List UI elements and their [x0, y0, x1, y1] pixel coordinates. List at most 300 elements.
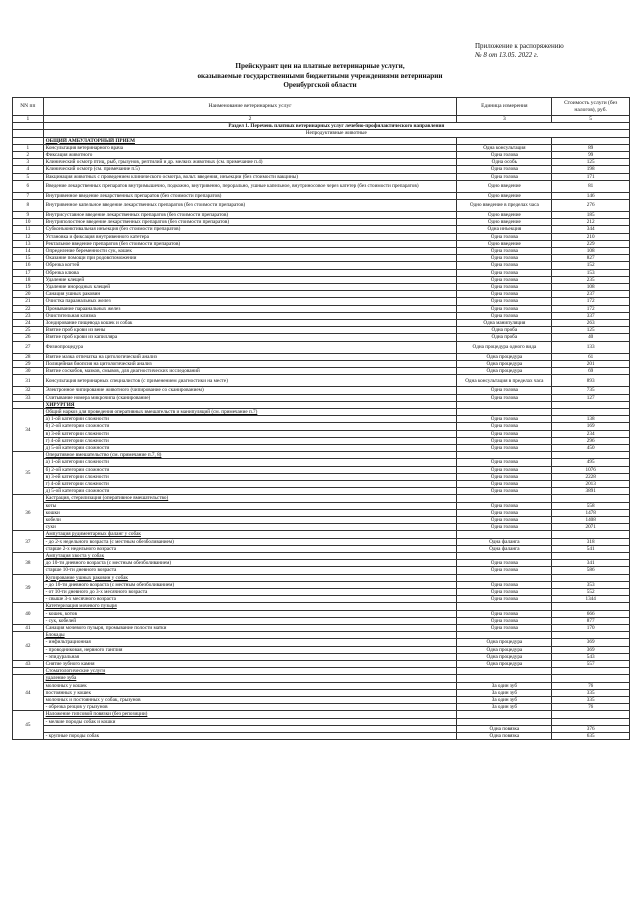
table-cell: Одна голова	[457, 625, 552, 632]
table-cell: Купирование ушных раковин у собак	[43, 574, 457, 581]
table-cell: Консультация ветеринарного врача	[43, 144, 457, 151]
table-cell: Консультация ветеринарных специалистов (с применением диагностики на месте)	[43, 375, 457, 387]
table-cell: 198	[552, 166, 630, 173]
title-line-2: оказываемые государственными бюджетными учреждениями ветеринарии	[197, 71, 443, 80]
table-cell: Внутривенное введение лекарственных препаратов (без стоимости препаратов)	[43, 192, 457, 199]
table-cell: Одна голова	[457, 312, 552, 319]
table-cell: Одна консультация в пределах часа	[457, 375, 552, 387]
table-cell: 125	[552, 159, 630, 166]
table-cell: Одна голова	[457, 298, 552, 305]
table-row	[13, 240, 630, 247]
table-cell	[552, 137, 630, 144]
table-cell: до 10-ти дневного возраста (с местным обезболиванием)	[43, 560, 457, 567]
table-cell: Одна голова	[457, 305, 552, 312]
table-cell: Полицейная биопсия на цитологический анализ	[43, 360, 457, 367]
table-row	[13, 320, 630, 327]
table-cell	[457, 495, 552, 502]
table-cell: Считывание номера микрочипа (сканирование)	[43, 394, 457, 401]
table-cell: 1	[13, 144, 44, 151]
table-cell: - кошек, котов	[43, 610, 457, 617]
table-cell: Одна фаланга	[457, 538, 552, 545]
table-row	[13, 248, 630, 255]
table-cell: Взятие проб крови из вены	[43, 327, 457, 334]
table-cell: Взятие соскобов, мазков, смывов, для диагностических исследований	[43, 368, 457, 375]
table-cell: Непродуктивные животные	[43, 130, 629, 137]
table-cell	[552, 632, 630, 639]
table-row	[13, 689, 630, 696]
table-cell: Ампутация рудиментарных фаланг у собак	[43, 531, 457, 538]
table-cell: 169	[552, 423, 630, 430]
table-cell: Одна голова	[457, 610, 552, 617]
table-cell: Одно введение	[457, 240, 552, 247]
table-cell: 172	[552, 305, 630, 312]
table-cell	[552, 718, 630, 725]
table-cell: Одна голова	[457, 459, 552, 466]
table-row	[13, 152, 630, 159]
table-cell: Субконъюнктивальная инъекция (без стоимости препаратов)	[43, 226, 457, 233]
appendix-note	[475, 42, 635, 60]
table-cell: 12	[13, 233, 44, 240]
table-cell: Промывание параанальных желез	[43, 305, 457, 312]
table-cell: Обрезка когтей	[43, 262, 457, 269]
table-cell: Удаление клещей	[43, 276, 457, 283]
table-row	[13, 416, 630, 423]
table-cell: 276	[552, 200, 630, 212]
table-cell	[457, 603, 552, 610]
table-cell: Одна голова	[457, 233, 552, 240]
table-row	[13, 452, 630, 459]
table-cell: 229	[552, 240, 630, 247]
table-cell: 210	[552, 233, 630, 240]
table-cell: Одно введение	[457, 212, 552, 219]
table-row	[13, 545, 630, 552]
table-row	[13, 718, 630, 725]
table-cell: Одна фаланга	[457, 545, 552, 552]
table-cell: 17	[13, 269, 44, 276]
table-cell	[552, 531, 630, 538]
table-cell: Взятие мазка отпечатка на цитологический анализ	[43, 353, 457, 360]
table-cell: Одна голова	[457, 262, 552, 269]
table-cell	[552, 552, 630, 559]
table-cell: а) 1-ой категории сложности	[43, 459, 457, 466]
table-row	[13, 312, 630, 319]
table-cell: Одна голова	[457, 473, 552, 480]
table-cell: - крупные породы собак	[43, 733, 457, 740]
table-cell: Одна голова	[457, 394, 552, 401]
table-cell: 7	[13, 192, 44, 199]
price-table	[12, 97, 630, 740]
table-cell: Одна голова	[457, 437, 552, 444]
table-cell: Одна манипуляция	[457, 320, 552, 327]
table-cell: Одна голова	[457, 255, 552, 262]
table-cell	[552, 711, 630, 718]
table-cell: 6	[13, 180, 44, 192]
table-cell: 18	[13, 276, 44, 283]
table-cell: 26	[13, 334, 44, 341]
table-row	[13, 368, 630, 375]
table-cell: 153	[552, 269, 630, 276]
table-row	[13, 639, 630, 646]
table-row	[13, 596, 630, 603]
table-cell: 3891	[552, 488, 630, 495]
header-name: Наименование ветеринарных услуг	[43, 98, 457, 116]
table-cell: Ректальное введение препаратов (без стоимости препаратов)	[43, 240, 457, 247]
table-cell	[552, 668, 630, 675]
table-cell: 376	[552, 725, 630, 732]
table-cell: Одна голова	[457, 248, 552, 255]
header-price-index: 5	[552, 116, 630, 123]
table-cell: 2	[13, 152, 44, 159]
table-cell: 2228	[552, 473, 630, 480]
table-cell: Одна голова	[457, 488, 552, 495]
table-row	[13, 262, 630, 269]
table-cell: 146	[552, 192, 630, 199]
table-cell: 212	[552, 219, 630, 226]
table-cell: 5	[13, 173, 44, 180]
table-row	[13, 200, 630, 212]
table-row	[13, 733, 630, 740]
table-row	[13, 212, 630, 219]
table-cell: ОБЩИЙ АМБУЛАТОРНЫЙ ПРИЕМ	[43, 137, 457, 144]
table-cell: Одна голова	[457, 416, 552, 423]
table-cell: 10	[13, 219, 44, 226]
table-cell: Одна процедура	[457, 639, 552, 646]
table-row	[13, 394, 630, 401]
table-cell: Одна процедура	[457, 360, 552, 367]
table-cell: г) 4-ой категории сложности	[43, 437, 457, 444]
table-cell: Одна голова	[457, 173, 552, 180]
table-cell: Одна голова	[457, 387, 552, 394]
table-cell	[552, 603, 630, 610]
table-cell: 344	[552, 226, 630, 233]
table-cell: За один зуб	[457, 689, 552, 696]
title-line-3: Оренбургской области	[283, 81, 357, 89]
table-cell: Внутриполостное введение лекарственных препаратов (без стоимости препаратов)	[43, 219, 457, 226]
table-cell: 635	[552, 733, 630, 740]
document-title	[140, 62, 500, 91]
table-row	[13, 226, 630, 233]
table-row	[13, 697, 630, 704]
table-row	[13, 725, 630, 732]
table-cell: 237	[552, 291, 630, 298]
table-row	[13, 298, 630, 305]
table-cell: 35	[13, 452, 44, 495]
table-cell: Очистка параанальных желез	[43, 298, 457, 305]
table-cell: Одна голова	[457, 596, 552, 603]
table-row	[13, 603, 630, 610]
table-row	[13, 466, 630, 473]
table-cell	[552, 408, 630, 415]
table-cell: 29	[13, 360, 44, 367]
table-cell: 1344	[552, 596, 630, 603]
table-row	[13, 123, 630, 130]
table-cell: Клинический осмотр (см. примечание п.5)	[43, 166, 457, 173]
table-cell: 14	[13, 248, 44, 255]
table-cell: 543	[552, 653, 630, 660]
table-row	[13, 588, 630, 595]
table-cell: Одна особь	[457, 159, 552, 166]
table-row	[13, 233, 630, 240]
table-cell: 558	[552, 502, 630, 509]
table-cell: 23	[13, 312, 44, 319]
table-row	[13, 437, 630, 444]
table-cell: 552	[552, 588, 630, 595]
table-cell: постоянных у кошек	[43, 689, 457, 696]
table-row	[13, 646, 630, 653]
table-cell: 1408	[552, 516, 630, 523]
table-cell	[13, 668, 44, 675]
table-row	[13, 704, 630, 711]
table-cell: Одна процедура одного вида	[457, 341, 552, 353]
table-row	[13, 430, 630, 437]
table-cell: Определение беременности сук, кошек	[43, 248, 457, 255]
table-cell: 450	[552, 444, 630, 451]
table-cell: 19	[13, 284, 44, 291]
table-row	[13, 473, 630, 480]
table-cell: Санация ушных раковин	[43, 291, 457, 298]
table-cell: Внутрисуставное введение лекарственных препаратов (без стоимости препаратов)	[43, 212, 457, 219]
table-cell: Зондирование пищевода кошек и собак	[43, 320, 457, 327]
table-cell: - до 10-ти дневного возраста (с местным обезболиванием)	[43, 581, 457, 588]
table-cell: Одна голова	[457, 291, 552, 298]
table-cell: б) 2-ой категории сложности	[43, 466, 457, 473]
table-cell: 296	[552, 437, 630, 444]
table-cell: ХИРУРГИЯ	[43, 401, 457, 408]
table-cell: 318	[552, 538, 630, 545]
table-cell: Одна процедура	[457, 661, 552, 668]
table-cell: 337	[552, 312, 630, 319]
table-cell: Электронное чипирование животного (чипирование со сканированием)	[43, 387, 457, 394]
table-cell	[13, 123, 44, 130]
table-cell: 172	[552, 298, 630, 305]
table-cell: г) 4-ой категории сложности	[43, 480, 457, 487]
table-cell: 28	[13, 353, 44, 360]
table-cell: 335	[552, 689, 630, 696]
table-cell: 61	[552, 353, 630, 360]
table-cell: Одна процедура	[457, 353, 552, 360]
table-row	[13, 284, 630, 291]
table-row	[13, 255, 630, 262]
table-cell: молочных у кошек	[43, 682, 457, 689]
table-cell: Раздел 1. Перечень платных ветеринарных услуг лечебно-профилактического направления	[43, 123, 629, 130]
table-cell: кошки	[43, 509, 457, 516]
table-cell: д) 5-ой категории сложности	[43, 488, 457, 495]
table-cell: 45	[13, 711, 44, 740]
table-cell: - до 2-х недельного возраста (с местным обезболиванием)	[43, 538, 457, 545]
table-cell: 44	[13, 675, 44, 711]
table-cell: 8	[13, 200, 44, 212]
table-cell: б) 2-ой категории сложности	[43, 423, 457, 430]
table-row	[13, 480, 630, 487]
table-row	[13, 516, 630, 523]
table-cell: 24	[13, 320, 44, 327]
table-cell: Одна повязка	[457, 733, 552, 740]
table-cell: суки	[43, 524, 457, 531]
table-cell: 541	[552, 545, 630, 552]
table-cell: Фиксация животного	[43, 152, 457, 159]
table-cell: 125	[552, 327, 630, 334]
table-cell: 235	[552, 276, 630, 283]
table-cell	[552, 452, 630, 459]
table-cell: молочных и постоянных у собак, грызунов	[43, 697, 457, 704]
table-cell: 138	[552, 416, 630, 423]
table-cell: Физиопроцедура	[43, 341, 457, 353]
table-cell: За один зуб	[457, 697, 552, 704]
table-cell: Одна голова	[457, 166, 552, 173]
table-row	[13, 524, 630, 531]
table-cell: 21	[13, 298, 44, 305]
table-row	[13, 653, 630, 660]
table-row	[13, 130, 630, 137]
appendix-line-1: Приложение к распоряжению	[475, 42, 564, 50]
table-row	[13, 401, 630, 408]
table-cell: 171	[552, 173, 630, 180]
table-cell: 27	[13, 341, 44, 353]
table-row	[13, 502, 630, 509]
table-cell: 3	[13, 159, 44, 166]
table-row	[13, 159, 630, 166]
table-cell: 827	[552, 255, 630, 262]
table-cell: Одна голова	[457, 284, 552, 291]
table-cell: Одна инъекция	[457, 226, 552, 233]
table-cell: 893	[552, 375, 630, 387]
table-cell: 11	[13, 226, 44, 233]
table-cell: Ампутация хвоста у собак	[43, 552, 457, 559]
table-row	[13, 341, 630, 353]
table-cell: 263	[552, 320, 630, 327]
table-row	[13, 632, 630, 639]
table-cell: Удаление инородных клещей	[43, 284, 457, 291]
table-cell: 335	[552, 697, 630, 704]
table-cell: 369	[552, 639, 630, 646]
table-cell: кобели	[43, 516, 457, 523]
table-cell: - обрезка резцов у грызунов	[43, 704, 457, 711]
table-cell: Катетеризация мочевого пузыря	[43, 603, 457, 610]
table-cell: Одно введение в пределах часа	[457, 200, 552, 212]
table-cell: в) 3-ей категории сложности	[43, 430, 457, 437]
table-cell: Одна голова	[457, 617, 552, 624]
table-cell: в) 3-ей категории сложности	[43, 473, 457, 480]
table-cell: 40	[13, 603, 44, 625]
table-cell: Одна голова	[457, 269, 552, 276]
table-cell: 89	[552, 144, 630, 151]
table-cell: 108	[552, 248, 630, 255]
table-cell: 127	[552, 394, 630, 401]
table-cell: 99	[552, 152, 630, 159]
table-cell: 13	[13, 240, 44, 247]
table-cell: За один зуб	[457, 704, 552, 711]
table-cell: 39	[13, 574, 44, 603]
table-cell: Взятие проб крови из капилляра	[43, 334, 457, 341]
table-row	[13, 682, 630, 689]
table-cell: - от 10-ти дневного до 3-х месячного возраста	[43, 588, 457, 595]
table-cell: 201	[552, 360, 630, 367]
table-cell	[13, 137, 44, 144]
header-price: Стоимость услуги (без налогов), руб.	[552, 98, 630, 116]
table-cell	[43, 725, 457, 732]
table-cell: 43	[13, 661, 44, 668]
table-cell: Одна голова	[457, 560, 552, 567]
table-cell	[457, 452, 552, 459]
table-cell: 22	[13, 305, 44, 312]
table-cell: 1478	[552, 509, 630, 516]
table-cell	[552, 401, 630, 408]
table-row	[13, 668, 630, 675]
table-row	[13, 711, 630, 718]
table-cell: Одно введение	[457, 180, 552, 192]
table-cell: Установка и фиксация внутривенного катетера	[43, 233, 457, 240]
table-cell: 81	[552, 180, 630, 192]
table-cell: Вакцинация животных с проведением клинического осмотра, вольт. введения, инъекции (без стоимости вакцины)	[43, 173, 457, 180]
table-cell: 9	[13, 212, 44, 219]
table-cell: Одно введение	[457, 219, 552, 226]
table-row	[13, 567, 630, 574]
table-cell: Санация мочевого пузыря, промывание полости матки	[43, 625, 457, 632]
table-cell: 1076	[552, 466, 630, 473]
table-row	[13, 538, 630, 545]
table-cell: Наложение гипсовой повязки (без репозиции)	[43, 711, 457, 718]
table-cell: Обрезка клюва	[43, 269, 457, 276]
table-cell: 170	[552, 625, 630, 632]
table-cell: 38	[13, 552, 44, 574]
table-cell: 108	[552, 284, 630, 291]
table-cell	[457, 632, 552, 639]
table-cell	[552, 495, 630, 502]
table-cell: 69	[552, 368, 630, 375]
table-cell	[457, 668, 552, 675]
table-cell	[457, 137, 552, 144]
table-cell: 30	[13, 368, 44, 375]
table-cell: 4	[13, 166, 44, 173]
table-cell: Одна проба	[457, 334, 552, 341]
table-cell: 36	[13, 495, 44, 531]
table-cell	[457, 552, 552, 559]
table-cell: 185	[552, 212, 630, 219]
table-cell: За один зуб	[457, 682, 552, 689]
table-cell: Одна процедура	[457, 653, 552, 660]
table-cell: удаление зуба	[43, 675, 457, 682]
table-cell	[13, 130, 44, 137]
table-cell: - эпидуральная	[43, 653, 457, 660]
table-cell: Внутривенное капельное введение лекарственных препаратов (без стоимости препаратов)	[43, 200, 457, 212]
table-cell: 15	[13, 255, 44, 262]
table-cell: 2013	[552, 480, 630, 487]
table-row	[13, 353, 630, 360]
table-cell: Кастрация, стерилизация (оперативное вмешательство)	[43, 495, 457, 502]
table-row	[13, 334, 630, 341]
table-cell: 735	[552, 387, 630, 394]
header-num-index: 1	[13, 116, 44, 123]
table-cell	[13, 401, 44, 408]
table-cell: - сук, кобелей	[43, 617, 457, 624]
table-cell: 31	[13, 375, 44, 387]
table-cell: 76	[552, 682, 630, 689]
table-cell: Одна голова	[457, 524, 552, 531]
table-cell	[457, 401, 552, 408]
table-cell: 152	[552, 262, 630, 269]
table-cell: Клинический осмотр птиц, рыб, грызунов, рептилий и др. мелких животных (см. примечание п.4)	[43, 159, 457, 166]
table-cell: 20	[13, 291, 44, 298]
table-cell: 34	[13, 408, 44, 451]
table-cell: 37	[13, 531, 44, 553]
table-cell	[457, 531, 552, 538]
table-cell: Стоматологические услуги	[43, 668, 457, 675]
table-cell: Одна процедура	[457, 368, 552, 375]
table-cell: 341	[552, 560, 630, 567]
table-cell: Одна голова	[457, 509, 552, 516]
table-row	[13, 387, 630, 394]
table-cell: Общий наркоз для проведения оперативных вмешательств и манипуляций (см. примечание п.7)	[43, 408, 457, 415]
